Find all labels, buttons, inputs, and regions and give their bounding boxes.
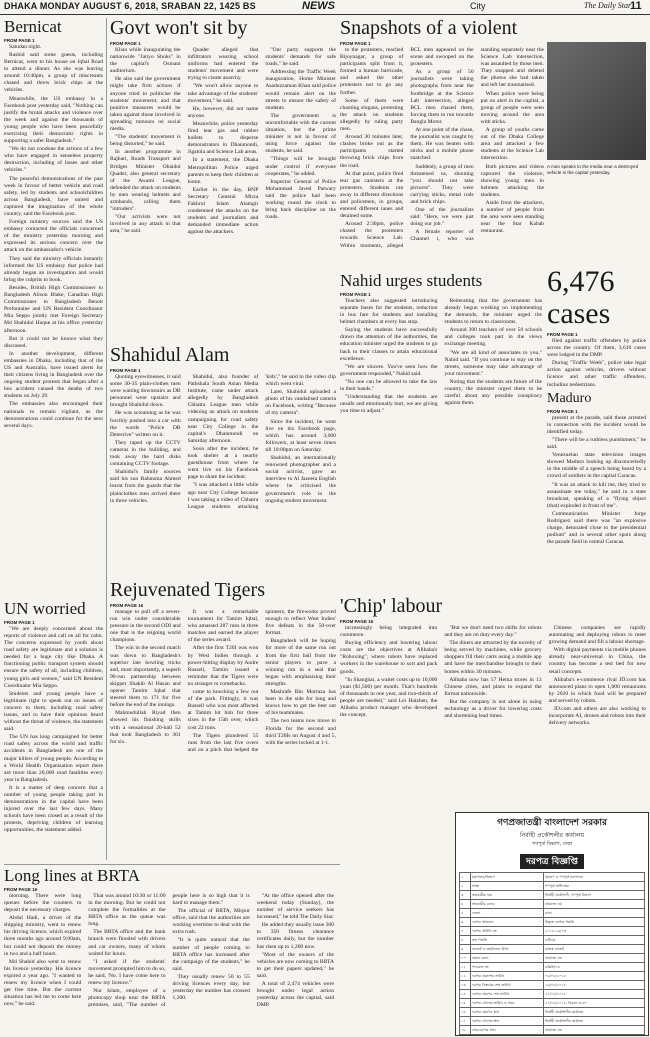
ad-row [460, 882, 645, 891]
paragraph: The official of BRTA, Mirpur office, said that the authorities are working overtime to deal with the extra rush. [172, 908, 250, 936]
paragraph: "But we don't need two shifts for robots and they are on duty every day." [444, 625, 542, 639]
ad-cell: উন্মুক্ত দরপত্র পদ্ধতি [544, 918, 645, 927]
ad-cell: ঢাকা [544, 909, 645, 918]
paragraph: Meanwhile, the US embassy in a Facebook post yesterday said, "Nothing can justify the brutal attacks and violence over the week and against the thousands of young people who have been peacefully exercising their democratic rights in supporting a safer Bangladesh." [4, 95, 103, 145]
ad-cell: প্রকল্প কোড [471, 954, 544, 963]
ad-cell: ওটিএম [544, 936, 645, 945]
ad-cell: ৪ [460, 900, 471, 909]
ad-row [460, 1008, 645, 1017]
ad-row [460, 900, 645, 909]
ad-cell: ১০ [460, 954, 471, 963]
paragraph: Noting that the students are future of the country, the minister urged them to be careful about any possible conspiracy against them. [444, 378, 542, 407]
dateline: FROM PAGE 1 [110, 368, 141, 373]
paragraph: Some of them were chanting slogans, protesting the attack on students allegedly by ruling party men. [340, 97, 404, 133]
ad-org: গণপ্রজাতন্ত্রী বাংলাদেশ সরকার [497, 818, 607, 828]
ad-cell: ক্রয়কারীর কোড [471, 900, 544, 909]
ad-cell: সংস্থা [471, 882, 544, 891]
paragraph: During "Traffic Week", police take legal action against vehicles, drivers without licence and other traffic offenders, including pedestrians. [547, 360, 646, 386]
article-body [110, 609, 336, 859]
headline: Snapshots of a violent [340, 18, 518, 39]
paragraph: "In Shanghai, a waiter costs up to 10,000 yuan ($1,500) per month. That's hundreds of thousands in one year, and two-thirds of people are needed," said Lei Haizhen, the Alibaba product manager who developed the concept. [340, 676, 438, 719]
paragraph: They taped up the CCTV cameras in the building, and took away the hard disks containing CCTV footage. [110, 439, 181, 468]
ad-cell: দরপত্র প্রকাশের তারিখ [471, 972, 544, 981]
ad-dept: নির্বাহী প্রকৌশলীর কার্যালয় [519, 832, 585, 839]
ad-cell: নির্বাহী প্রকৌশলীর কার্যালয় [544, 1008, 645, 1017]
paragraph: But the company is not alone in using technology as a driver for lowering costs and shortening lead times. [444, 698, 542, 720]
article-un-worried [4, 600, 103, 860]
ad-row [460, 891, 645, 900]
dateline: FROM PAGE 1 [4, 619, 35, 625]
ad-row [460, 981, 645, 990]
ad-cell [471, 1035, 544, 1037]
paragraph: Alibaba now has 57 Hema stores in 13 Chinese cities, and plans to expand the format nationwide. [444, 676, 542, 697]
ad-cell: দরপত্র খোলার তারিখ ও সময় [471, 999, 544, 1008]
article-body [340, 47, 544, 268]
headline: 6,476 cases [547, 266, 615, 330]
ad-cell: দরপত্র আহবান [471, 918, 544, 927]
paragraph: A total of 2,474 vehicles were brought under legal action yesterday across the capital, said DMP. [256, 980, 334, 1009]
headline: Govt won't sit by [110, 18, 248, 39]
paragraph: Communication Minister Jorge Rodriguez said there was "an explosive charge, detonated close to the presidential podium" and in several other spots along the parade field in central Caracas. [547, 510, 646, 546]
paragraph: increasingly being integrated into commerce. [340, 625, 438, 639]
paragraph: Shahidul, also founder of Pathshala South Asian Media Institute, came under attack allegedly by Bangladesh Chhatra League men while videoing an attack on students campaigning for road safety near City College in the capital's Dhanmondi on Saturday afternoon. [187, 374, 259, 444]
headline: Shahidul Alam [110, 345, 230, 366]
paragraph: Earlier in the day, BNP Secretary General Mirza Fakhrul Islam Alamgir condemned the attacks on the students and journalists and demanded immediate action against the attackers. [187, 186, 259, 236]
paragraph: One of the journalists said: "Here, we were just doing our job." [410, 207, 474, 228]
ad-row [460, 927, 645, 936]
ad-row [460, 873, 645, 882]
article-body [4, 44, 103, 430]
article-long-lines [4, 867, 334, 1034]
ad-cell: ২৬/০৮/২০১৮ [544, 981, 645, 990]
paragraph: In a statement, the Dhaka Metropolitan Police urged parents to keep their children at home. [187, 157, 259, 185]
paragraph: Mashrafe Bin Mortaza has been in the side for long and knows how to get the best out of his teammates. [265, 689, 336, 717]
paragraph: "We do not condone the actions of a few who have engaged in senseless property destruction, including of buses and other vehicles." [4, 146, 103, 174]
paragraph: They said the ministry officials instantly informed the US embassy that police had already began an investigation and would bring the culprits to book. [4, 255, 103, 283]
paragraph: "There will be a ruthless punishment," he said. [547, 436, 646, 451]
paragraph: The win in the second match was down to Bangladesh's superior late bowling tricks and, most importantly, a superb 90-run partnership between skipper Shakib Al Hasan and opener Tamim Iqbal that steered them to 171 for five before the end of the innings. [110, 645, 181, 709]
headline: Long lines at BRTA [4, 867, 140, 885]
paragraph: present at the parade, said those arrested in connection with the incident would be identified today. [547, 414, 646, 435]
paragraph: Satudan night. [9, 43, 42, 50]
paragraph: came to knocking a few out of the park. Fittingly, it was Russell who was most affected at Tamim hit him for three sixes in the 15th over, which cost 22 runs. [187, 689, 259, 731]
ad-cell: গৃহায়ণ ও গণপূর্ত মন্ত্রণালয় [544, 873, 645, 882]
ad-title: দরপত্র বিজ্ঞপ্তি [520, 854, 584, 869]
paragraph: "Our party supports the students' demands for safe roads," he said. [265, 47, 336, 68]
paragraph: After the first T20I was won by West Indies through a power-hitting display by Andre Russell, Tamim issued a reminder that the Tigers were no stranger to comebacks. [187, 645, 259, 687]
ad-cell: ২০১৮-১৯/০৩ [544, 927, 645, 936]
ad-cell: নির্বাহী প্রকৌশলী, গণপূর্ত বিভাগ [544, 891, 645, 900]
tender-advertisement [455, 812, 649, 1036]
dateline: FROM PAGE 1 [547, 332, 578, 337]
paragraph: Khan while inaugurating the nationwide "Jatiyo Shoks" in the capital's Osmani auditorium. [110, 47, 181, 75]
article-body [110, 47, 336, 335]
date-line: DHAKA MONDAY AUGUST 6, 2018, SRABAN 22, 1425 BS [4, 1, 256, 11]
ad-row [460, 963, 645, 972]
article-chip-labour [340, 596, 646, 808]
paragraph: The diners are attracted by the novelty of being served by machines, while grocery shoppers fill their carts using a mobile app and have the merchandise brought to their homes within 30 minutes. [444, 640, 542, 675]
article-body [4, 626, 103, 835]
ad-cell: দরপত্র খোলার স্থান [471, 1017, 544, 1026]
paragraph: Buying efficiency and lowering labour costs are the objectives at Alibaba's "Rohoxing", where robots have replaced workers in the warehouse to sort and pack goods. [340, 640, 438, 675]
article-govt [110, 18, 336, 338]
paragraph: Shahidul, an internationally renowned photographer and a social activist, gave an interview to Al Jazeera English where he criticised the government's role in the ongoing student movement. [265, 455, 336, 504]
ad-cell: প্রযোজ্য নয় [544, 1026, 645, 1035]
article-body [110, 374, 336, 574]
ad-cell: ডব্লিউ/০৩ [544, 963, 645, 972]
paragraph: Since the incident, he went live on his Facebook page, which has around 3,000 followers, at least seven times till 10:00pm on Saturday. [265, 418, 336, 453]
paragraph: Rashid said some guests, including Bernicat, went to his house on Iqbal Road to attend a dinner. As she was leaving around 10:40pm, a group of miscreants chased and threw brick chips at the vehicles. [4, 51, 103, 94]
ad-cell: প্রাক-দরপত্র সভা [471, 1026, 544, 1035]
paragraph: "It was an attack to kill me, they tried to assassinate me today," he said in a state broadcast, speaking of a "flying object (that) exploded in front of me". [547, 481, 646, 509]
dateline: FROM PAGE 1 [340, 41, 371, 46]
ad-cell: গণপূর্ত অধিদপ্তর [544, 882, 645, 891]
photo-caption: A man speaks to the media near a destroyed vehicle in the capital yesterday. [547, 164, 639, 175]
dateline: FROM PAGE 16 [4, 886, 38, 892]
paper-name: The Daily Star [584, 1, 632, 10]
ad-cell: ১৮ [460, 1026, 471, 1035]
paragraph: morning. There were long queues before the counters to deposit the necessary charges. [4, 892, 82, 914]
ad-cell: ৮ [460, 936, 471, 945]
article-maduro [547, 392, 646, 592]
ad-row [460, 945, 645, 954]
paragraph: Teachers also suggested introducing separate buses for the students, reduction in bus fare for students and installing helmet chambers at every bus stop. [340, 297, 438, 326]
ad-row [460, 1026, 645, 1035]
section-rule [4, 864, 340, 865]
paragraph: They usually renew 50 to 55 driving licences every day, but yesterday the number has crossed 1,200. [172, 973, 250, 1002]
page-number: 11 [630, 0, 642, 12]
ad-cell: ৭ [460, 927, 471, 936]
article-body [4, 893, 334, 1031]
ad-cell [460, 1035, 471, 1037]
ad-cell: ১৪ [460, 990, 471, 999]
ad-cell: ১৩ [460, 981, 471, 990]
ad-cell: জেলা [471, 909, 544, 918]
paragraph: It was a remarkable tournament for Tamim Iqbal, who amassed 287 runs in three matches and earned the player of the series award. [187, 609, 259, 644]
ad-cell: রাজস্ব বাজেট [544, 945, 645, 954]
paragraph: Students and young people have a legitimate right to speak out on issues of concern to them, including road safety issues, and to have their opinions heard without the threat of violence, the statement said. [4, 690, 103, 733]
paragraph: "Things will be brought under control if everyone cooperates," he added. [265, 156, 336, 177]
ad-cell: ২৭/০৮/২০১৮, বিকাল ৩.৩০ [544, 999, 645, 1008]
subsection-label: City [470, 1, 486, 11]
ad-cell: বাজেট ও তহবিলের উৎস [471, 945, 544, 954]
ad-cell: ০৬/০৮/২০১৮ [544, 972, 645, 981]
paragraph: Besides, British High Commissioner to Bangladesh Alison Blake, Canadian High Commissioner to Bangladesh Benoit Prefontaine and UN Resident Coordinator Mia Seppo jointly met Foreign Secretary Md Shahidul Haque at his office yesterday afternoon. [4, 284, 103, 334]
dateline: FROM PAGE 16 [340, 619, 374, 624]
ad-cell: ১১ [460, 963, 471, 972]
paragraph: "We are deeply concerned about the reports of violence and call on all for calm. The concerns expressed by youth about road safety are legitimate and a solution is needed for a huge city like Dhaka. A functioning public transport system should ensure the safety of all, including children, young girls and women," said UN Resident Coordinator Mia Seppo. [4, 625, 103, 689]
paragraph: Both pictures and videos captured the violence, showing young men in helmets attacking the students. [480, 163, 544, 198]
ad-header [456, 815, 648, 869]
ad-cell: ১২ [460, 972, 471, 981]
ad-cell: ১ [460, 873, 471, 882]
paragraph: "No one can be allowed to take the law in their hands." [340, 378, 438, 392]
ad-table [459, 872, 645, 1036]
headline: Nahid urges students [340, 272, 483, 290]
paragraph: "The students' movement is being distorted," he said. [110, 134, 181, 148]
ad-cell: দরপত্র আইডি নং [471, 927, 544, 936]
headline: Bernicat [4, 18, 62, 36]
ad-cell: প্রযোজ্য নয় [544, 900, 645, 909]
dateline: FROM PAGE 1 [340, 291, 371, 297]
ad-cell: ২ [460, 882, 471, 891]
paragraph: The UN has long campaigned for better road safety across the world and traffic accidents in Bangladesh are one of the major killers of young people. According to a World Health Organisation report there are more than 20,000 road fatalities every year in Bangladesh. [4, 734, 103, 783]
headline: Rejuvenated Tigers [110, 580, 265, 601]
paragraph: "We are all kind of associates to you," Nahid said. "If you continue to stay on the streets, someone may take advantage of your movement." [444, 349, 542, 377]
paragraph: He added they usually issue 300 to 350 fitness clearance certificates daily, but the number has risen up to 1,200 now. [256, 922, 334, 950]
paragraph: The government is uncomfortable with the current situation, but the prime minister is not in favour of using force against the students, he said. [265, 112, 336, 155]
paragraph: JD.com and others are also working to incorporate AI, drones and robots into their delivery networks. [548, 706, 646, 727]
ad-office: গণপূর্ত বিভাগ, ঢাকা [531, 841, 573, 847]
dateline: FROM PAGE 16 [110, 603, 144, 608]
photo-caption-block [547, 162, 646, 182]
paragraph: It is a matter of deep concern that a number of young people taking part in demonstrations in the capital have been injured over the last few days. Many schools have been closed as a result of the protests, depriving children of learning opportunities, the statement added. [4, 784, 103, 834]
paragraph: Venezuelan state television images showed Maduro looking up disconcertedly in the middle of a speech being heard by a crowd of soldiers in the capital Caracas. [547, 452, 646, 480]
article-body [340, 298, 542, 592]
paragraph: Suddenly, a group of men threatened us, shouting "you should not take pictures". They were carrying sticks, metal rods and brick chips. [410, 163, 474, 205]
ad-row [460, 918, 645, 927]
paragraph: Abdul Hadi, a driver of the shipping ministry, went to renew his driving licence, which expired three months ago around 9:00am, but could not deposit the money in two and a half hours. [4, 915, 82, 957]
paragraph: Bangladesh will be hoping for more of the same run out from the first ball from the senior players to pave a winning run in a seal that began with emphasising their strengths. [265, 638, 336, 687]
ad-cell: ১৭ [460, 1017, 471, 1026]
paragraph: "It is quite natural that the number of people coming to BRTA office has increased after the campaign of the students," he said. [172, 937, 250, 972]
ad-cell: ১৬ [460, 1008, 471, 1017]
ad-cell: ক্রয় পদ্ধতি [471, 936, 544, 945]
ad-cell: ৬ [460, 918, 471, 927]
paragraph: The Tigers plundered 55 runs from the last five overs and on a pitch that helped the spinners, the fireworks proved enough to reflect West Indies' five defeats in the 50-over format. [187, 609, 336, 753]
paragraph: The embassies also encouraged their nationals to remain vigilant, as the demonstrations could continue for the next several days. [4, 401, 103, 429]
paragraph: manage to pull off a seven-run win under considerable pressure in the second ODI and one that is the reigning world champions. [110, 609, 181, 644]
paragraph: Foreign ministry sources said the US embassy contacted the officials concerned of the ministry yesterday morning and expressed its serious concern over the attack on the ambassador's vehicle. [4, 219, 103, 254]
article-body [340, 625, 646, 808]
paragraph: He was screaming as he was forcibly pushed into a car with the words "Police DB Detective" written on it. [110, 410, 181, 438]
article-body [547, 415, 646, 547]
paragraph: Around 30 minutes later, clashes broke out as the participants started throwing brick chips from the road. [340, 134, 404, 169]
headline: UN worried [4, 600, 86, 618]
article-bernicat [4, 18, 103, 596]
paragraph: to the protesters, reached Bijoynagar, a group of participants split from it, formed a human barricade, and asked the other protesters not to go any further. [340, 47, 404, 96]
paragraph: "We are sincere. You've seen how the government responded," Nahid said. [340, 363, 438, 377]
dateline: FROM PAGE 1 [110, 41, 141, 46]
paragraph: With digital payments via mobile phones already near-universal in China, the country has become a test bed for new retail concepts. [548, 647, 646, 675]
article-shahidul [110, 345, 336, 575]
paragraph: Shahidul's family sources said his son Rahnuma Ahmed learnt from the guards that the plainclothes men arrived there in three vehicles. [110, 469, 181, 504]
paragraph: Reiterating that the government has already begun working on implementing the demands, the minister urged the students to return to classrooms. [444, 297, 542, 326]
ad-row [460, 909, 645, 918]
paragraph: But it could not be known what they discussed. [4, 335, 103, 349]
ad-cell: ১৫ [460, 999, 471, 1008]
paragraph: Saying the students have successfully drawn the attention of the authorities, the education minister urged the students to go back to their classes to attain educational excellence. [340, 327, 438, 362]
paragraph: At that point, police fired tear gas canisters at the protesters. Students ran away in different directions and policemen, in groups, entered different lanes and detained some. [340, 170, 404, 220]
paragraph: "Understanding that the students are unsafe and emotionally hurt, we are giving you time to adjust." [340, 394, 438, 415]
paragraph: He, however, did not name anyone. [187, 105, 259, 119]
ad-row [460, 972, 645, 981]
ad-row [460, 990, 645, 999]
paragraph: The peaceful demonstrations of the past week in favour of better vehicle and road safety, led by students and schoolchildren across Bangladesh, have united and captured the imagination of the whole country, said the Facebook post. [4, 175, 103, 217]
masthead [0, 0, 650, 15]
paragraph: Aside from the attackers, a number of people from the area were seen standing near the Star Kabab restaurant. [480, 199, 544, 235]
article-rejuvenated [110, 580, 336, 860]
ad-cell: ৩ [460, 891, 471, 900]
ad-cell: ২৭/০৮/২০১৮ [544, 990, 645, 999]
article-body [547, 338, 646, 386]
paragraph: Later, Shahidul uploaded a photo of his vandalised camera on Facebook, writing "Because of my camera". [265, 389, 336, 417]
article-nahid [340, 272, 542, 592]
paragraph: "I asked if the students' movement prompted him to do so, he said, 'No. I have come here to renew my licence.'" [88, 958, 166, 986]
ad-row [460, 954, 645, 963]
paragraph: At one point of the chase, the journalist was caught by them. He was beaten with sticks and a mobile phone snatched. [410, 127, 474, 162]
ad-row [460, 999, 645, 1008]
section-label: NEWS [302, 0, 335, 12]
ad-cell: মন্ত্রণালয়/বিভাগ [471, 873, 544, 882]
paragraph: Meanwhile, police yesterday fired tear gas and rubber bullets to disperse demonstrators in Dhanmondi, Jigatola and Science Lab areas. [187, 120, 259, 156]
ad-cell: নির্বাহী প্রকৌশলীর কার্যালয় [544, 1017, 645, 1026]
news-photo [547, 42, 646, 160]
ad-cell [544, 1035, 645, 1037]
column-rule [106, 18, 107, 860]
ad-cell: দরপত্র গ্রহণের শেষ তারিখ [471, 990, 544, 999]
dateline: FROM PAGE 1 [547, 408, 578, 414]
ad-cell: প্যাকেজ নং [471, 963, 544, 972]
paragraph: Soon after the incident, he took shelter at a nearby guesthouse from where he went live on his Facebook page to share the incident. [187, 445, 259, 481]
paragraph: "At the office opened after the weekend today (Sunday), the number of service seekers has increased," he told The Daily Star. [256, 892, 334, 921]
paragraph: "Most of the owners of the vehicles are now coming to BRTA to get their papers updated," he said. [256, 951, 334, 979]
ad-cell: প্রযোজ্য নয় [544, 954, 645, 963]
paragraph: filed against traffic offenders by police across the country. Of them, 3,610 cases were lodged in the DMP. [547, 338, 646, 359]
paragraph: "We won't allow anyone to take advantage of the students' movement," he said. [187, 83, 259, 104]
paragraph: "I was attacked a little while ago near City College because I was taking a video of Chhatra League students attacking 'kids'," he said in the video clip which went viral. [187, 374, 336, 510]
article-cases [547, 266, 646, 386]
paragraph: As a group of 50 journalists were taking photographs from near the footbridge at the Science Lab intersection, alleged BCL men chased them, forcing them to run towards Bangla Motor. [410, 69, 474, 125]
paragraph: Alibaba's e-commerce rival JD.com has announced plans to open 1,000 restaurants by 2020 in which food will be prepared and served by robots. [548, 676, 646, 704]
dateline: FROM PAGE 1 [4, 37, 35, 43]
ad-row [460, 1017, 645, 1026]
paragraph: That was around 10:30 or 11:00 in the morning. But he could not complete the formalities at the BRTA office as the queue was long. [88, 892, 166, 928]
paragraph: Quader alleged that infiltrators wearing school uniforms had entered the students' movement and were trying to create anarchy. [187, 47, 259, 82]
paragraph: Addressing the Traffic Week inauguration, Home Minister Asaduzzaman Khan said police would remain alert on the streets to ensure the safety of students. [265, 69, 336, 111]
paragraph: The BRTA office and the bank branch were flooded with drivers and car owners, many of whom waited for hours. [88, 929, 166, 957]
paragraph: Chinese companies are rapidly automating and deploying robots to meet growing demand and fill a labour shortage. [548, 625, 646, 646]
paragraph: A group of youths came out of the Dhaka College area and attacked a few students at the Science Lab intersection. [480, 127, 544, 162]
paragraph: The two teams now move to Florida for the second and third T20Is on August 4 and 5, with the series locked at 1-1. [265, 718, 336, 746]
paragraph: Md Shahid also went to renew his licence yesterday. His licence expired a year ago. "I wanted to renew my licence when I could get free time. But the current situation has led me to come here now," he said. [4, 958, 82, 1008]
paragraph: In another programme in Rajbari, Roads Transport and Bridges Minister Obaidul Quader, also general secretary of the Awami League, defended the attack on students by men wearing helmets and armbands, calling them "intruders". [110, 149, 181, 213]
ad-cell: দরপত্র বিক্রয়ের শেষ তারিখ [471, 981, 544, 990]
ad-row [460, 936, 645, 945]
paragraph: Nur Islam, employee of a photocopy shop near the BRTA premises, said, "The number of people here is so high that it is hard to manage them." [88, 892, 250, 1009]
paragraph: Inspector General of Police Mohammad Javed Patwary said the police had been working round the clock to bring back discipline on the roads. [265, 178, 336, 221]
paragraph: Around 2:30pm, police chased the protesters towards Science Lab. Within moments, alleged BCL men appeared on the scene and swooped on the protesters. [340, 47, 474, 249]
ad-cell: ৯ [460, 945, 471, 954]
headline: 'Chip' labour [340, 596, 443, 617]
paragraph: Around 300 teachers of over 50 schools and colleges took part in the views exchange meeting. [444, 327, 542, 348]
paragraph: "Our activists were not involved in any attack in that area," he said. [110, 214, 181, 235]
paragraph: Mahmudullah Riyad then showed his finishing skills with a sensational 20-ball 52 that took Bangladesh to 301 for six. [110, 710, 181, 745]
paragraph: A female reporter of Channel i, who was standing separately near the Science Lab intersection, was assaulted by those men. They snapped and deleted the photos she had taken and left her traumatised. [410, 47, 544, 243]
ad-cell: ক্রয়কারীর নাম [471, 891, 544, 900]
paragraph: He also said the government might take firm actions if anyone tried to politicise the students' movement, and that punitive measures would be taken against those involved in spreading rumours on social media. [110, 76, 181, 133]
ad-cell: ৫ [460, 909, 471, 918]
headline: Maduro [547, 392, 592, 406]
paragraph: When police were being put on alert in the capital, a group of people were seen moving around the area with sticks. [480, 90, 544, 125]
paragraph: In another development, different embassies in Dhaka, including that of the US and Australia, have issued alerts for their citizens living in Bangladesh over the ongoing student protests that began after a bus accident caused the deaths of two students on July 29. [4, 350, 103, 400]
paragraph: Quoting eyewitnesses, it said some 30-35 plain-clothes men were waiting downstairs as DB personnel went upstairs and brought Shahidul down. [110, 374, 181, 409]
ad-cell: দরপত্র গ্রহণের স্থান [471, 1008, 544, 1017]
ad-row [460, 1035, 645, 1037]
